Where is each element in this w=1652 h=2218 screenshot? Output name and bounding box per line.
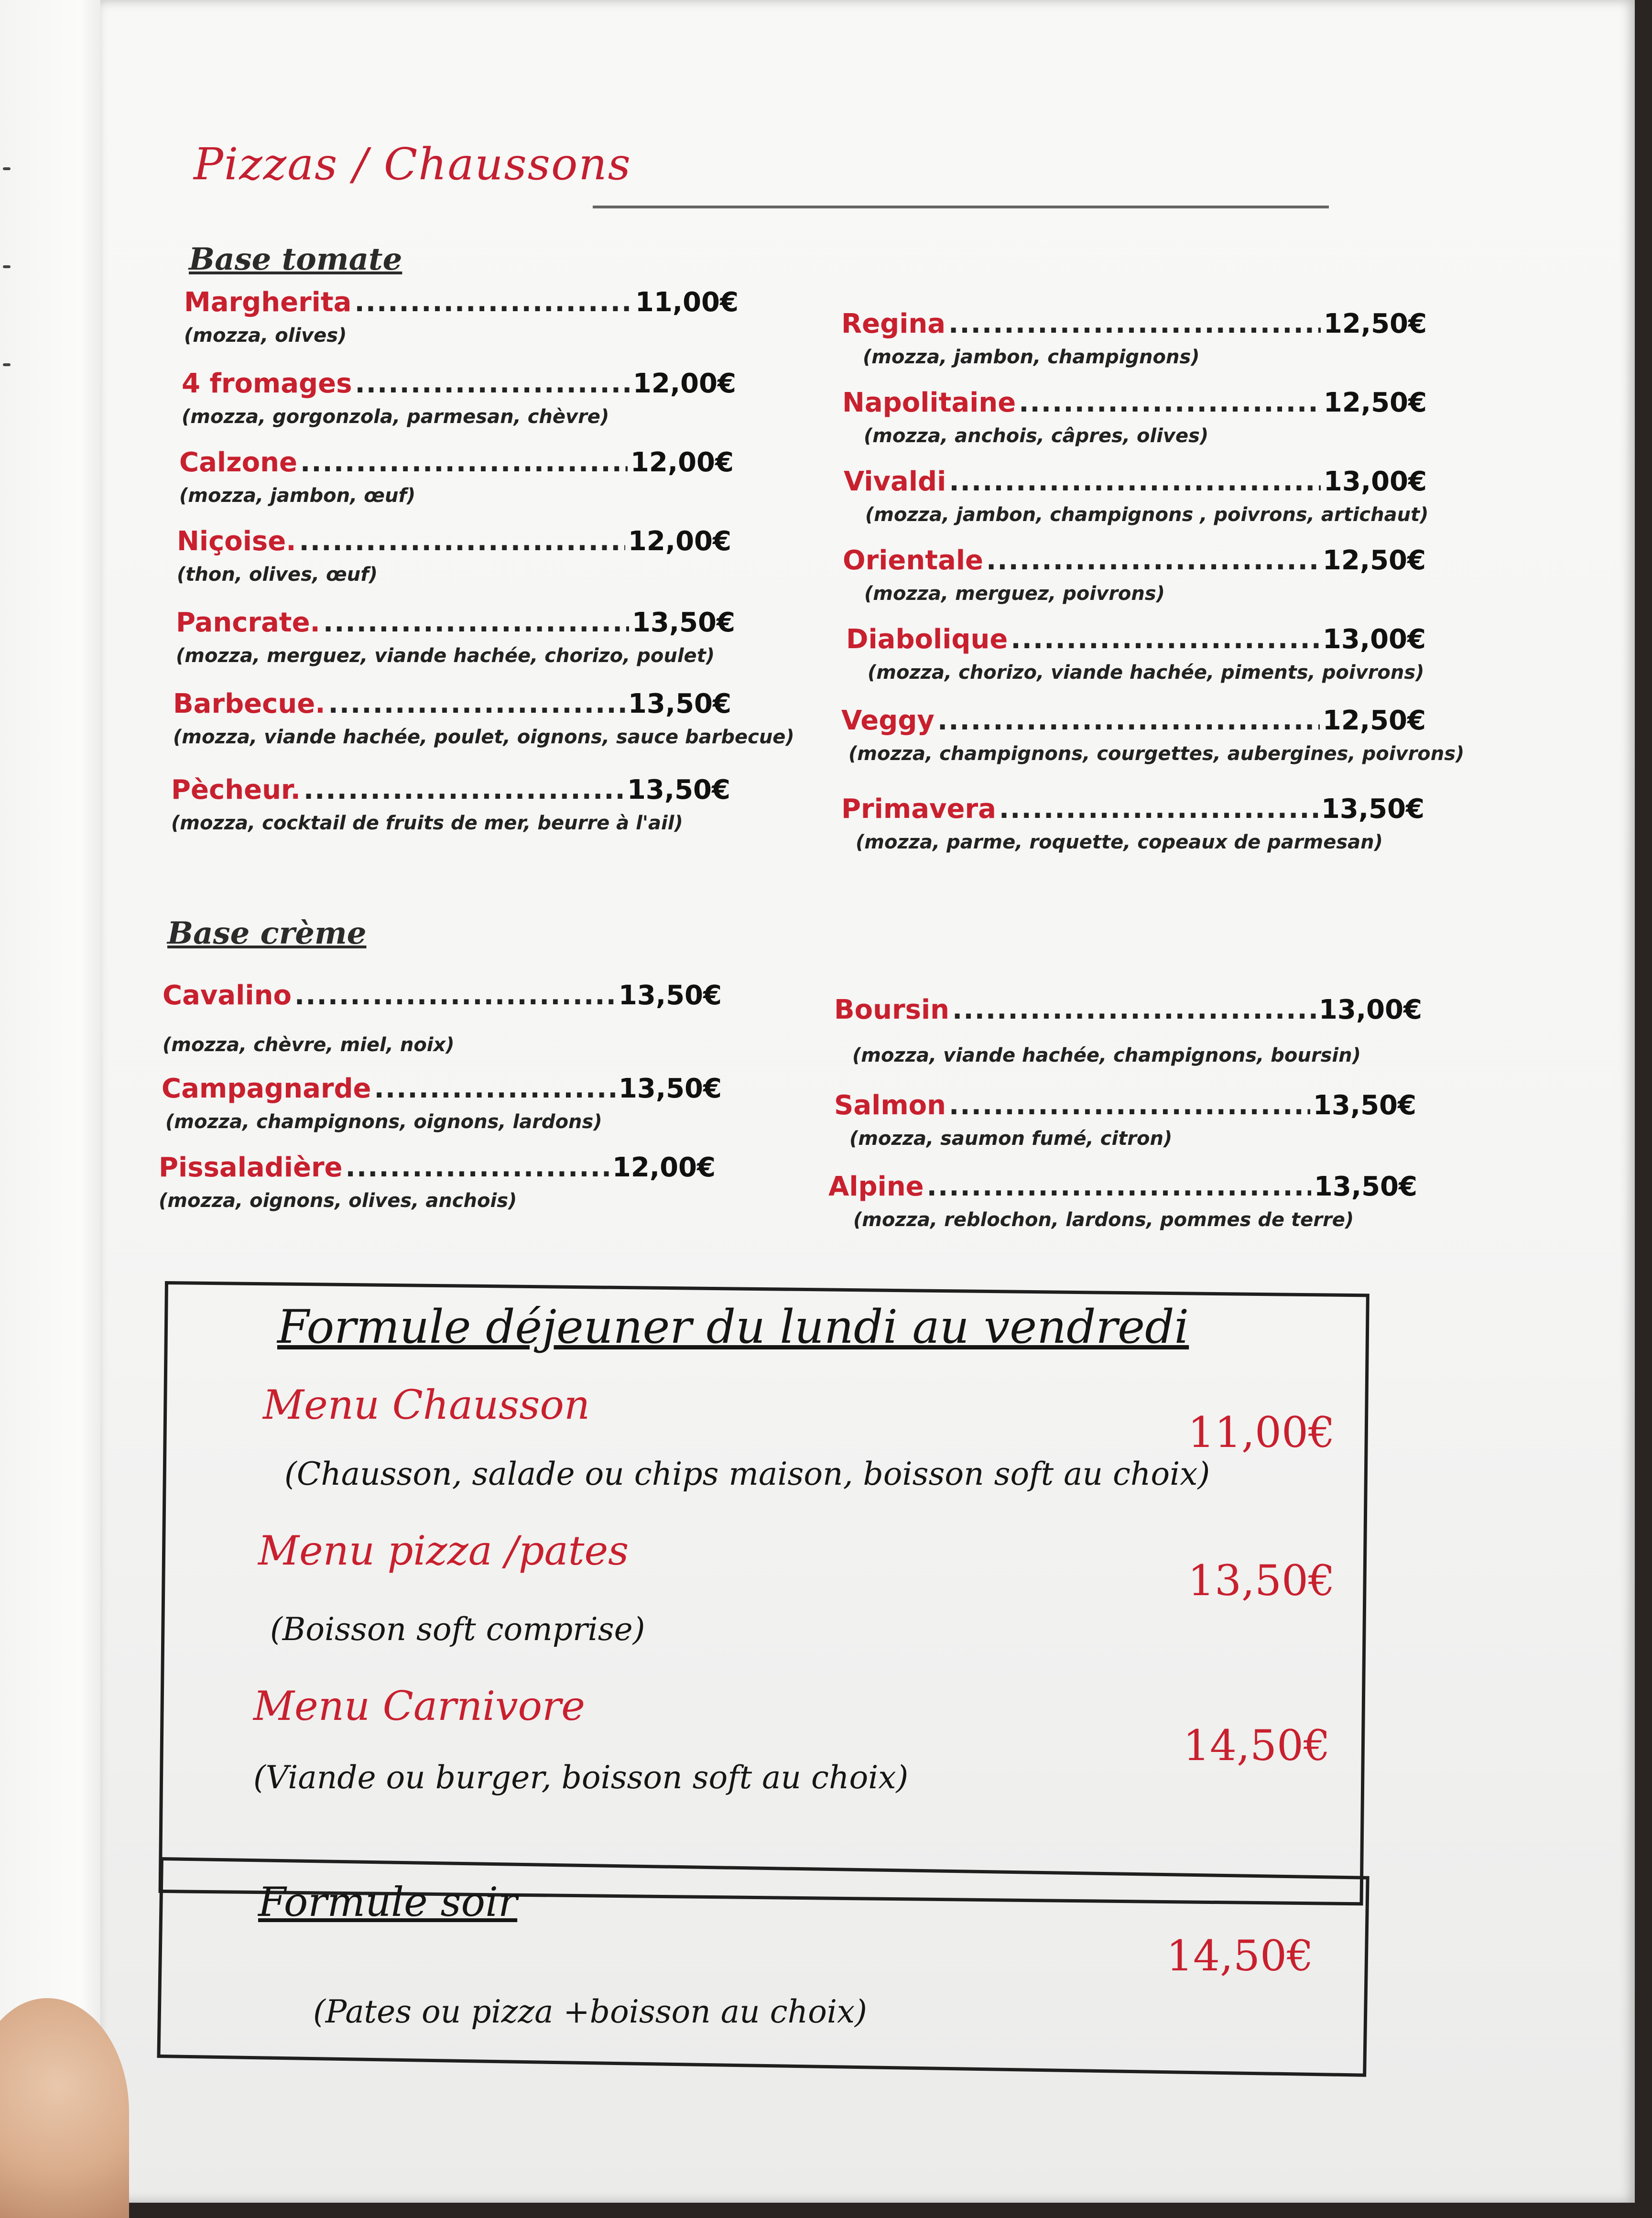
item-name: Barbecue. xyxy=(173,688,326,719)
item-price: 12,50€ xyxy=(1322,705,1426,736)
item-price: 13,50€ xyxy=(618,1073,722,1104)
item-name: Orientale xyxy=(843,545,983,576)
item-price: 13,00€ xyxy=(1323,466,1427,497)
item-price: 13,00€ xyxy=(1322,624,1426,655)
binder-mark xyxy=(3,363,11,366)
item-name: Regina xyxy=(841,308,946,339)
menu-chausson-name: Menu Chausson xyxy=(263,1381,590,1428)
item-name: Diabolique xyxy=(846,624,1008,655)
formule-dejeuner-title: Formule déjeuner du lundi au vendredi xyxy=(277,1300,1189,1354)
item-description: (mozza, saumon fumé, citron) xyxy=(849,1128,1173,1150)
item-name: Pècheur. xyxy=(171,774,301,805)
menu-item xyxy=(844,466,1427,526)
menu-item xyxy=(182,368,736,428)
item-description: (mozza, parme, roquette, copeaux de parmesan) xyxy=(856,831,1383,853)
item-name: Margherita xyxy=(184,287,352,318)
menu-item xyxy=(842,387,1427,447)
item-name: Pancrate. xyxy=(176,607,320,638)
item-description: (mozza, viande hachée, poulet, oignons, sauce barbecue) xyxy=(173,726,794,748)
item-description: (mozza, chorizo, viande hachée, piments, poivrons) xyxy=(868,662,1424,684)
item-name: Pissaladière xyxy=(159,1152,343,1183)
section-title: Pizzas / Chaussons xyxy=(194,139,631,190)
item-description: (mozza, merguez, poivrons) xyxy=(864,583,1165,605)
item-description: (mozza, cocktail de fruits de mer, beurre à l'ail) xyxy=(171,812,683,834)
formule-soir-title: Formule soir xyxy=(258,1879,518,1925)
menu-item xyxy=(177,526,731,586)
item-description: (mozza, chèvre, miel, noix) xyxy=(163,1034,455,1056)
menu-carnivore-description: (Viande ou burger, boisson soft au choix) xyxy=(253,1759,909,1796)
item-description: (thon, olives, œuf) xyxy=(177,564,378,586)
item-price: 13,50€ xyxy=(618,980,722,1011)
item-price: 13,50€ xyxy=(1321,794,1424,825)
binder-mark xyxy=(3,167,11,170)
menu-item xyxy=(834,1090,1416,1150)
formule-soir-description: (Pates ou pizza +boisson au choix) xyxy=(313,1993,867,2030)
item-name: 4 fromages xyxy=(182,368,352,399)
menu-item xyxy=(841,705,1465,765)
item-price: 12,50€ xyxy=(1323,308,1427,339)
item-description: (mozza, anchois, câpres, olives) xyxy=(864,425,1209,447)
item-name: Napolitaine xyxy=(842,387,1016,418)
menu-pizza-pates-name: Menu pizza /pates xyxy=(258,1527,629,1574)
menu-item xyxy=(173,688,794,748)
item-name: Calzone xyxy=(179,447,297,478)
menu-pizza-pates-price: 13,50€ xyxy=(1188,1556,1335,1605)
menu-item xyxy=(184,287,739,347)
menu-chausson-description: (Chausson, salade ou chips maison, boisson soft au choix) xyxy=(284,1456,1210,1492)
item-price: 13,50€ xyxy=(1314,1171,1417,1202)
menu-carnivore-price: 14,50€ xyxy=(1183,1721,1330,1770)
item-price: 13,50€ xyxy=(628,688,731,719)
item-description: (mozza, reblochon, lardons, pommes de terre) xyxy=(853,1209,1354,1231)
menu-item xyxy=(159,1152,716,1212)
item-description: (mozza, jambon, champignons) xyxy=(863,346,1200,368)
menu-item xyxy=(828,1171,1417,1231)
item-description: (mozza, jambon, œuf) xyxy=(179,485,416,507)
binder-mark xyxy=(3,265,11,268)
title-underline xyxy=(593,206,1329,208)
item-name: Vivaldi xyxy=(844,466,946,497)
item-description: (mozza, viande hachée, champignons, boursin) xyxy=(852,1044,1361,1066)
item-price: 12,00€ xyxy=(630,447,734,478)
item-price: 12,00€ xyxy=(612,1152,716,1183)
item-description: (mozza, champignons, oignons, lardons) xyxy=(165,1111,602,1133)
item-price: 11,00€ xyxy=(635,287,739,318)
item-price: 13,50€ xyxy=(1313,1090,1416,1121)
menu-item xyxy=(843,545,1426,605)
menu-item xyxy=(162,1073,722,1133)
item-price: 13,50€ xyxy=(627,774,730,805)
menu-item xyxy=(176,607,735,667)
menu-pizza-pates-description: (Boisson soft comprise) xyxy=(270,1611,645,1648)
item-name: Alpine xyxy=(828,1171,924,1202)
item-name: Cavalino xyxy=(163,980,292,1011)
menu-carnivore-name: Menu Carnivore xyxy=(253,1683,585,1729)
menu-item xyxy=(163,980,722,1056)
item-price: 12,00€ xyxy=(628,526,731,557)
item-name: Salmon xyxy=(834,1090,946,1121)
item-name: Campagnarde xyxy=(162,1073,371,1104)
item-description: (mozza, champignons, courgettes, aubergines, poivrons) xyxy=(848,743,1465,765)
base-creme-heading: Base crème xyxy=(167,915,367,951)
item-name: Niçoise. xyxy=(177,526,296,557)
item-name: Primavera xyxy=(841,794,996,825)
item-description: (mozza, olives) xyxy=(184,325,347,347)
menu-chausson-price: 11,00€ xyxy=(1188,1408,1335,1457)
item-name: Boursin xyxy=(834,994,950,1025)
item-name: Veggy xyxy=(841,705,935,736)
previous-page-edge xyxy=(0,0,115,2203)
menu-item xyxy=(846,624,1426,684)
base-tomate-heading: Base tomate xyxy=(189,241,402,277)
menu-item xyxy=(841,794,1424,853)
item-price: 12,00€ xyxy=(632,368,736,399)
item-description: (mozza, gorgonzola, parmesan, chèvre) xyxy=(182,406,609,428)
item-price: 12,50€ xyxy=(1322,545,1426,576)
menu-item xyxy=(841,308,1427,368)
item-price: 12,50€ xyxy=(1323,387,1427,418)
item-price: 13,50€ xyxy=(631,607,735,638)
menu-item xyxy=(834,994,1422,1066)
menu-item xyxy=(179,447,734,507)
item-price: 13,00€ xyxy=(1318,994,1422,1025)
item-description: (mozza, oignons, olives, anchois) xyxy=(159,1190,517,1212)
item-description: (mozza, merguez, viande hachée, chorizo, poulet) xyxy=(176,645,715,667)
menu-item xyxy=(171,774,730,834)
item-description: (mozza, jambon, champignons , poivrons, artichaut) xyxy=(865,504,1429,526)
formule-soir-price: 14,50€ xyxy=(1166,1931,1314,1980)
